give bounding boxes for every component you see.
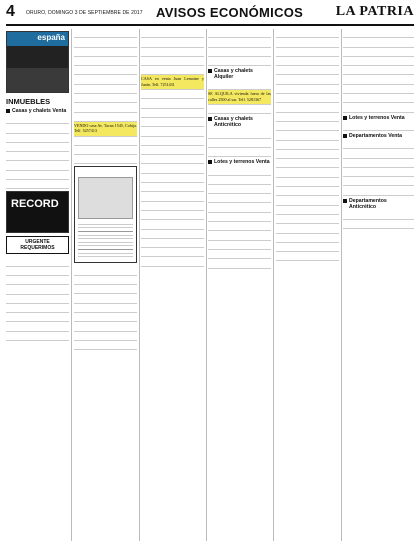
classified-ad xyxy=(276,168,339,177)
column-divider xyxy=(139,29,140,541)
category-header: Casas y chalets Alquiler xyxy=(208,68,271,80)
classified-ad xyxy=(6,276,69,285)
espana-ad-box: españa xyxy=(6,31,69,93)
highlighted-ad: SE ALQUILA vivienda fuera de las calles 2500 al sur. Telf. 5281367 xyxy=(208,90,271,105)
classified-ad xyxy=(276,159,339,168)
column-2 xyxy=(74,29,137,541)
column-5 xyxy=(276,29,339,541)
classified-ad xyxy=(6,180,69,189)
classified-ad xyxy=(276,113,339,122)
classified-ad xyxy=(276,206,339,215)
classified-ad xyxy=(276,178,339,187)
classified-ad xyxy=(276,234,339,243)
classified-ad xyxy=(208,166,271,175)
classified-ad xyxy=(74,113,137,122)
classified-ad xyxy=(343,75,414,84)
classified-ad xyxy=(208,129,271,138)
classified-ad xyxy=(208,148,271,157)
classified-ad xyxy=(343,85,414,94)
classified-ad xyxy=(208,222,271,231)
featured-listing-box xyxy=(74,166,137,263)
classified-ad xyxy=(208,203,271,212)
classified-ad xyxy=(276,196,339,205)
classified-ad xyxy=(6,304,69,313)
classified-ad xyxy=(343,103,414,112)
page-header xyxy=(6,4,414,24)
classified-ad xyxy=(74,266,137,275)
masthead: LA PATRIA xyxy=(335,4,414,19)
classified-ad xyxy=(141,230,204,239)
classified-ad xyxy=(208,29,271,38)
classified-ad xyxy=(6,285,69,294)
classified-ad xyxy=(74,276,137,285)
classified-ad xyxy=(343,177,414,186)
classified-ad xyxy=(141,146,204,155)
classified-ad xyxy=(276,38,339,47)
classified-ad xyxy=(208,139,271,148)
classified-ad xyxy=(343,186,414,195)
classified-ad xyxy=(276,150,339,159)
classified-ad xyxy=(74,48,137,57)
classified-ad xyxy=(343,66,414,75)
classified-ad xyxy=(276,75,339,84)
page-number: 4 xyxy=(6,3,15,20)
classified-ad xyxy=(74,304,137,313)
classified-ad xyxy=(343,94,414,103)
classified-ad xyxy=(141,164,204,173)
classified-ad xyxy=(74,85,137,94)
classified-ad xyxy=(141,220,204,229)
classified-ad xyxy=(343,57,414,66)
classified-ad xyxy=(141,99,204,108)
classified-ad xyxy=(208,250,271,259)
classified-ad xyxy=(141,202,204,211)
classified-ad xyxy=(6,267,69,276)
classified-ad xyxy=(74,75,137,84)
classified-ad xyxy=(276,215,339,224)
classified-ad xyxy=(208,259,271,268)
classified-ad xyxy=(6,332,69,341)
classified-ad xyxy=(343,48,414,57)
header-rule xyxy=(6,24,414,26)
classified-ad xyxy=(74,103,137,112)
classified-ad xyxy=(6,322,69,331)
classified-ad xyxy=(343,149,414,158)
category-header: Lotes y terrenos Venta xyxy=(343,115,414,121)
column-1 xyxy=(6,29,69,541)
classified-ad xyxy=(343,38,414,47)
classified-ad xyxy=(276,187,339,196)
column-divider xyxy=(273,29,274,541)
classified-ad xyxy=(343,122,414,131)
classified-ad xyxy=(276,103,339,112)
column-6 xyxy=(343,29,414,541)
classified-ad xyxy=(343,159,414,168)
classified-ad xyxy=(141,211,204,220)
category-header: Departamentos Anticrético xyxy=(343,198,414,210)
classified-ad xyxy=(208,185,271,194)
classified-ad xyxy=(6,257,69,266)
classified-ad xyxy=(141,66,204,75)
classified-ad xyxy=(208,194,271,203)
classified-ad xyxy=(141,109,204,118)
category-header: Casas y chalets Venta xyxy=(6,108,69,114)
classified-ad xyxy=(276,224,339,233)
classified-ad xyxy=(74,313,137,322)
classified-ad xyxy=(141,192,204,201)
inmuebles-heading: INMUEBLES xyxy=(6,97,51,106)
classified-ad xyxy=(74,29,137,38)
classified-ad xyxy=(6,143,69,152)
classified-ad xyxy=(141,257,204,266)
classified-ad xyxy=(141,137,204,146)
column-divider xyxy=(206,29,207,541)
classified-ad xyxy=(208,176,271,185)
classified-ad xyxy=(74,57,137,66)
classified-ad xyxy=(141,127,204,136)
classified-ad xyxy=(6,134,69,143)
classified-ad xyxy=(343,140,414,149)
classified-ad xyxy=(276,57,339,66)
dateline: ORURO, DOMINGO 3 DE SEPTIEMBRE DE 2017 xyxy=(26,10,143,16)
classified-ad xyxy=(74,155,137,164)
classified-ad xyxy=(141,174,204,183)
classified-ad xyxy=(74,332,137,341)
classified-ad xyxy=(74,66,137,75)
column-divider xyxy=(71,29,72,541)
classified-ad xyxy=(208,231,271,240)
classified-ad xyxy=(343,220,414,229)
classified-ad xyxy=(6,152,69,161)
classified-ad xyxy=(74,146,137,155)
classified-ad xyxy=(141,239,204,248)
urgente-ad-box: URGENTE REQUERIMOS xyxy=(6,236,69,254)
category-header: Lotes y terrenos Venta xyxy=(208,159,271,165)
classified-ad xyxy=(141,38,204,47)
classified-ad xyxy=(6,313,69,322)
classified-ad xyxy=(141,118,204,127)
category-header: Casas y chalets Anticrético xyxy=(208,116,271,128)
highlighted-ad: CASA en venta Juan Lemoine y Junín. Telf. 7251431 xyxy=(141,75,204,90)
column-divider xyxy=(341,29,342,541)
classified-ad xyxy=(276,122,339,131)
classified-ad xyxy=(276,94,339,103)
classified-ad xyxy=(276,131,339,140)
classified-ad xyxy=(6,161,69,170)
classified-ad xyxy=(74,294,137,303)
classified-ad xyxy=(141,183,204,192)
classified-ad xyxy=(6,124,69,133)
classified-ad xyxy=(6,115,69,124)
classified-ad xyxy=(141,29,204,38)
classified-ad xyxy=(141,90,204,99)
classified-ad xyxy=(343,211,414,220)
classified-ad xyxy=(141,155,204,164)
classified-ad xyxy=(74,38,137,47)
classified-ad xyxy=(276,48,339,57)
classified-ad xyxy=(74,341,137,350)
classified-ad xyxy=(343,168,414,177)
classified-ad xyxy=(74,322,137,331)
classified-ad xyxy=(208,241,271,250)
classified-ad xyxy=(276,85,339,94)
classified-ad xyxy=(141,57,204,66)
classified-ad xyxy=(74,94,137,103)
classified-ad xyxy=(208,81,271,90)
classified-ad xyxy=(74,137,137,146)
classified-ad xyxy=(276,243,339,252)
column-3 xyxy=(141,29,204,541)
classified-ad xyxy=(276,29,339,38)
classified-ad xyxy=(276,141,339,150)
record-ad-box: RECORD xyxy=(6,191,69,233)
column-4 xyxy=(208,29,271,541)
classified-ad xyxy=(141,48,204,57)
classified-ad xyxy=(276,252,339,261)
classified-ad xyxy=(208,57,271,66)
highlighted-ad: VENDO casa Av. Tacna 1545, Cobija. Telf. 5257413 xyxy=(74,122,137,137)
classified-ad xyxy=(343,29,414,38)
classified-ad xyxy=(6,295,69,304)
classified-ad xyxy=(6,171,69,180)
classified-ad xyxy=(208,48,271,57)
classified-ad xyxy=(208,105,271,114)
section-title: AVISOS ECONÓMICOS xyxy=(156,5,304,20)
category-header: Departamentos Venta xyxy=(343,133,414,139)
classified-ad xyxy=(276,66,339,75)
classified-ad xyxy=(208,213,271,222)
classified-ad xyxy=(141,248,204,257)
classified-ad xyxy=(74,285,137,294)
classified-ad xyxy=(208,38,271,47)
